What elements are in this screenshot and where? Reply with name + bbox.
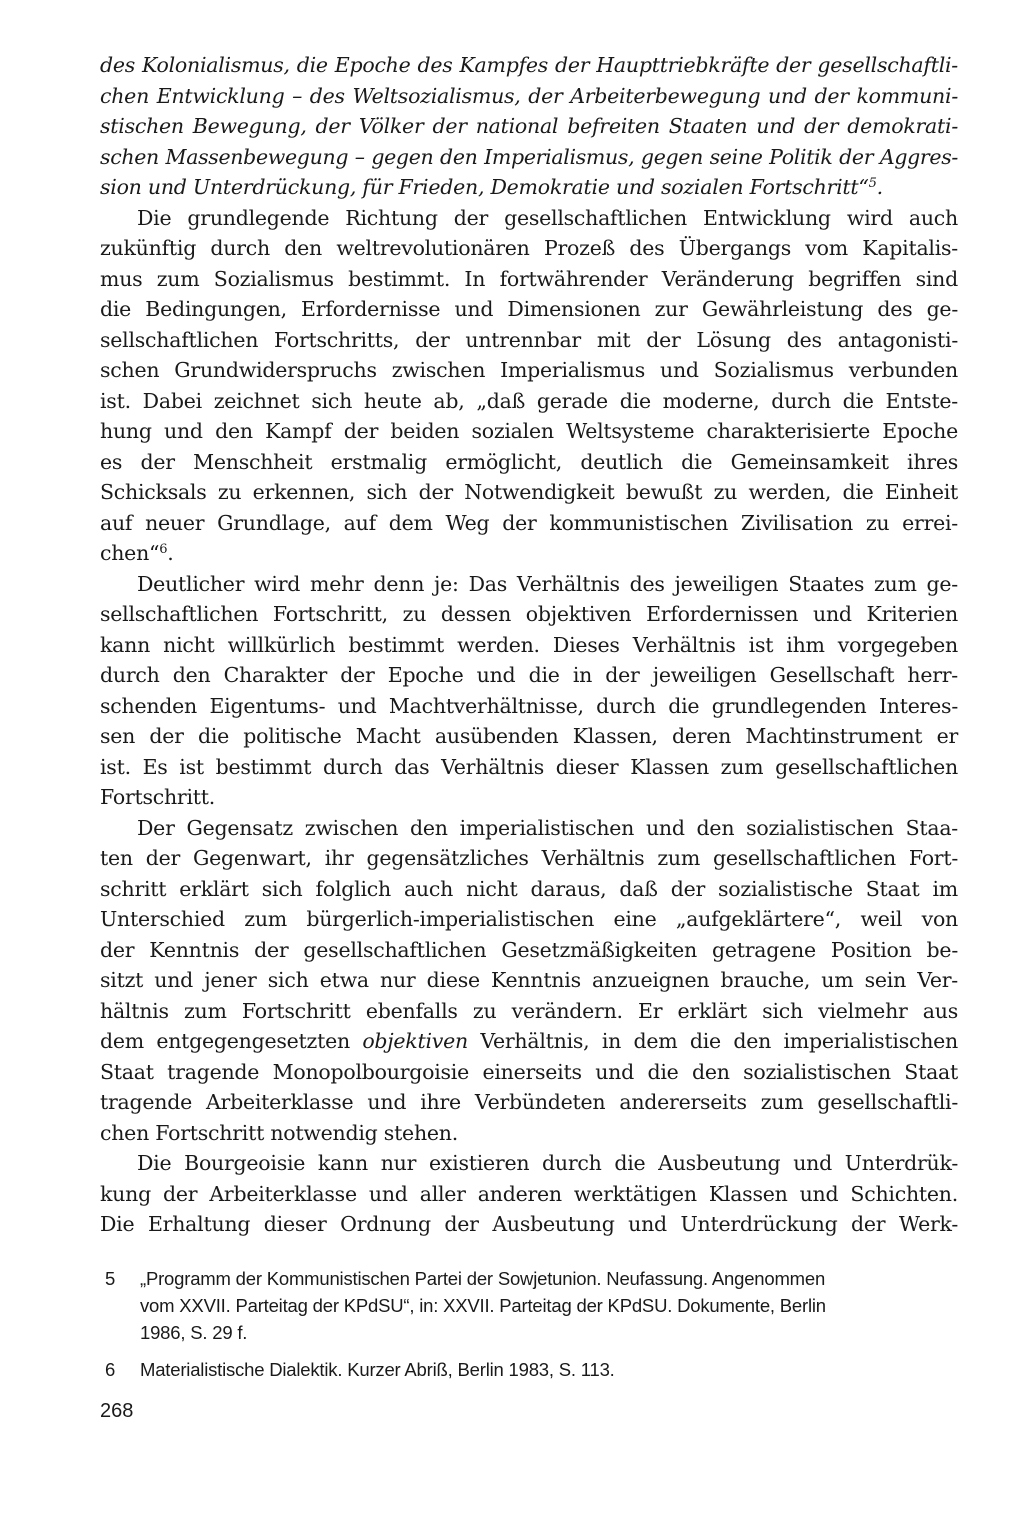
line-text: ist. Es ist bestimmt durch das Verhältnis dieser Klassen zum gesellschaftlichen — [100, 754, 958, 779]
line-text: sen der die politische Macht ausübenden Klassen, deren Machtinstrument er — [100, 724, 958, 748]
line-text: es der Menschheit erstmalig ermöglicht, deutlich die Gemeinsamkeit ihres — [100, 449, 958, 474]
line-text: die Bedingungen, Erfordernisse und Dimensionen zur Gewährleistung des ge- — [100, 297, 958, 321]
text-line — [100, 569, 958, 600]
text-line — [100, 325, 958, 356]
line-text: Die Bourgeoisie kann nur existieren durch die Ausbeutung und Unterdrük- — [137, 1151, 958, 1175]
line-text: schen Grundwiderspruchs zwischen Imperialismus und Sozialismus verbunden — [100, 358, 958, 382]
text-line — [100, 416, 958, 447]
text-line — [100, 874, 958, 905]
line-text: Fortschritt. — [100, 785, 216, 809]
paragraph — [100, 1148, 958, 1240]
text-line — [100, 721, 958, 752]
text-line — [100, 111, 958, 142]
footnote — [100, 1356, 958, 1383]
emphasized-text: objektiven — [362, 1029, 468, 1053]
line-text: der Kenntnis der gesellschaftlichen Gesetzmäßigkeiten getragene Position be- — [100, 937, 958, 962]
line-text: Unterschied zum bürgerlich-imperialistischen eine „aufgeklärtere“, weil von — [100, 907, 958, 931]
page-number: 268 — [100, 1400, 134, 1422]
text-line — [100, 599, 958, 630]
line-text: ten der Gegenwart, ihr gegensätzliches Verhältnis zum gesellschaftlichen Fort- — [100, 846, 958, 870]
main-text — [100, 50, 958, 1240]
paragraph — [100, 569, 958, 813]
line-text: sellschaftlichen Fortschritt, zu dessen objektiven Erfordernissen und Kriterien — [100, 602, 958, 626]
footnote-number: 5 — [105, 1268, 116, 1289]
line-text: stischen Bewegung, der Völker der national befreiten Staaten und der demokrati- — [100, 114, 958, 138]
text-line — [100, 1087, 958, 1118]
text-line — [100, 508, 958, 539]
text-line — [100, 203, 958, 234]
text-line — [100, 660, 958, 691]
line-text: chen Fortschritt notwendig stehen. — [100, 1120, 458, 1145]
line-text-tail: . — [876, 175, 883, 199]
line-text: chen“ — [100, 541, 160, 565]
text-line — [100, 447, 958, 478]
text-line — [100, 50, 958, 81]
line-text: sitzt und jener sich etwa nur diese Kenntnis anzueignen brauche, um sein Ver- — [100, 968, 958, 992]
paragraph — [100, 813, 958, 1149]
text-line — [100, 630, 958, 661]
text-line — [100, 843, 958, 874]
line-text-tail: Verhältnis, in dem die den imperialistischen — [467, 1029, 959, 1053]
line-text: Deutlicher wird mehr denn je: Das Verhältnis des jeweiligen Staates zum ge- — [137, 571, 958, 596]
line-text: mus zum Sozialismus bestimmt. In fortwährender Veränderung begriffen sind — [100, 266, 958, 291]
paragraph — [100, 203, 958, 569]
text-line — [100, 782, 958, 813]
footnote-line: 1986, S. 29 f. — [140, 1322, 248, 1343]
footnotes — [100, 1265, 958, 1383]
text-line — [100, 386, 958, 417]
line-text: schenden Eigentums- und Machtverhältnisse, durch die grundlegenden Interes- — [100, 693, 958, 718]
text-line — [100, 538, 958, 569]
footnote — [100, 1265, 958, 1346]
text-line — [100, 904, 958, 935]
line-text: sion und Unterdrückung, für Frieden, Demokratie und sozialen Fortschritt“ — [100, 175, 869, 199]
text-line — [100, 965, 958, 996]
text-line — [100, 1209, 958, 1240]
text-line — [100, 691, 958, 722]
line-text: Der Gegensatz zwischen den imperialistischen und den sozialistischen Staa- — [137, 815, 958, 840]
text-line — [100, 1148, 958, 1179]
line-text: schritt erklärt sich folglich auch nicht daraus, daß der sozialistische Staat im — [100, 876, 958, 901]
footnote-line: Materialistische Dialektik. Kurzer Abriß, Berlin 1983, S. 113. — [140, 1359, 615, 1380]
line-text: auf neuer Grundlage, auf dem Weg der kommunistischen Zivilisation zu errei- — [100, 510, 958, 535]
line-text: hältnis zum Fortschritt ebenfalls zu verändern. Er erklärt sich vielmehr aus — [100, 998, 958, 1023]
text-line — [100, 1026, 958, 1057]
text-line — [100, 294, 958, 325]
text-line — [100, 477, 958, 508]
line-text: dem entgegengesetzten — [100, 1029, 363, 1053]
footnote-reference: 5 — [868, 176, 877, 191]
line-text: des Kolonialismus, die Epoche des Kampfes der Haupttriebkräfte der gesellschaftli- — [100, 53, 958, 77]
footnote-number: 6 — [105, 1359, 116, 1380]
text-line — [100, 1057, 958, 1088]
text-line — [100, 355, 958, 386]
line-text: durch den Charakter der Epoche und die in der jeweiligen Gesellschaft herr- — [100, 663, 958, 687]
line-text: Die Erhaltung dieser Ordnung der Ausbeutung und Unterdrückung der Werk- — [100, 1212, 958, 1236]
line-text-tail: . — [167, 541, 174, 565]
line-text: zukünftig durch den weltrevolutionären Prozeß des Übergangs vom Kapitalis- — [100, 236, 958, 260]
line-text: Die grundlegende Richtung der gesellschaftlichen Entwicklung wird auch — [137, 205, 958, 230]
paragraph — [100, 50, 958, 203]
line-text: Staat tragende Monopolbourgoisie einerseits und die den sozialistischen Staat — [100, 1059, 958, 1084]
text-line — [100, 142, 958, 173]
line-text: hung und den Kampf der beiden sozialen Weltsysteme charakterisierte Epoche — [100, 419, 958, 443]
footnote-reference: 6 — [159, 542, 168, 557]
footnote-line: „Programm der Kommunistischen Partei der Sowjetunion. Neufassung. Angenommen — [140, 1268, 826, 1289]
line-text: schen Massenbewegung – gegen den Imperialismus, gegen seine Politik der Aggres- — [100, 144, 958, 169]
text-line — [100, 935, 958, 966]
line-text: kann nicht willkürlich bestimmt werden. Dieses Verhältnis ist ihm vorgegeben — [100, 632, 958, 657]
line-text: sellschaftlichen Fortschritts, der untrennbar mit der Lösung des antagonisti- — [100, 327, 958, 352]
line-text: kung der Arbeiterklasse und aller anderen werktätigen Klassen und Schichten. — [100, 1181, 958, 1206]
text-line — [100, 172, 958, 203]
text-line — [100, 1118, 958, 1149]
text-line — [100, 813, 958, 844]
text-line — [100, 233, 958, 264]
line-text: chen Entwicklung – des Weltsozialismus, der Arbeiterbewegung und der kommuni- — [100, 83, 958, 108]
text-line — [100, 752, 958, 783]
text-line — [100, 996, 958, 1027]
text-line — [100, 81, 958, 112]
footnote-line: vom XXVII. Parteitag der KPdSU“, in: XXVII. Parteitag der KPdSU. Dokumente, Berlin — [140, 1295, 826, 1316]
text-line — [100, 1179, 958, 1210]
line-text: tragende Arbeiterklasse und ihre Verbündeten andererseits zum gesellschaftli- — [100, 1090, 958, 1114]
text-line — [100, 264, 958, 295]
line-text: ist. Dabei zeichnet sich heute ab, „daß gerade die moderne, durch die Entste- — [100, 388, 958, 413]
line-text: Schicksals zu erkennen, sich der Notwendigkeit bewußt zu werden, die Einheit — [100, 480, 958, 504]
